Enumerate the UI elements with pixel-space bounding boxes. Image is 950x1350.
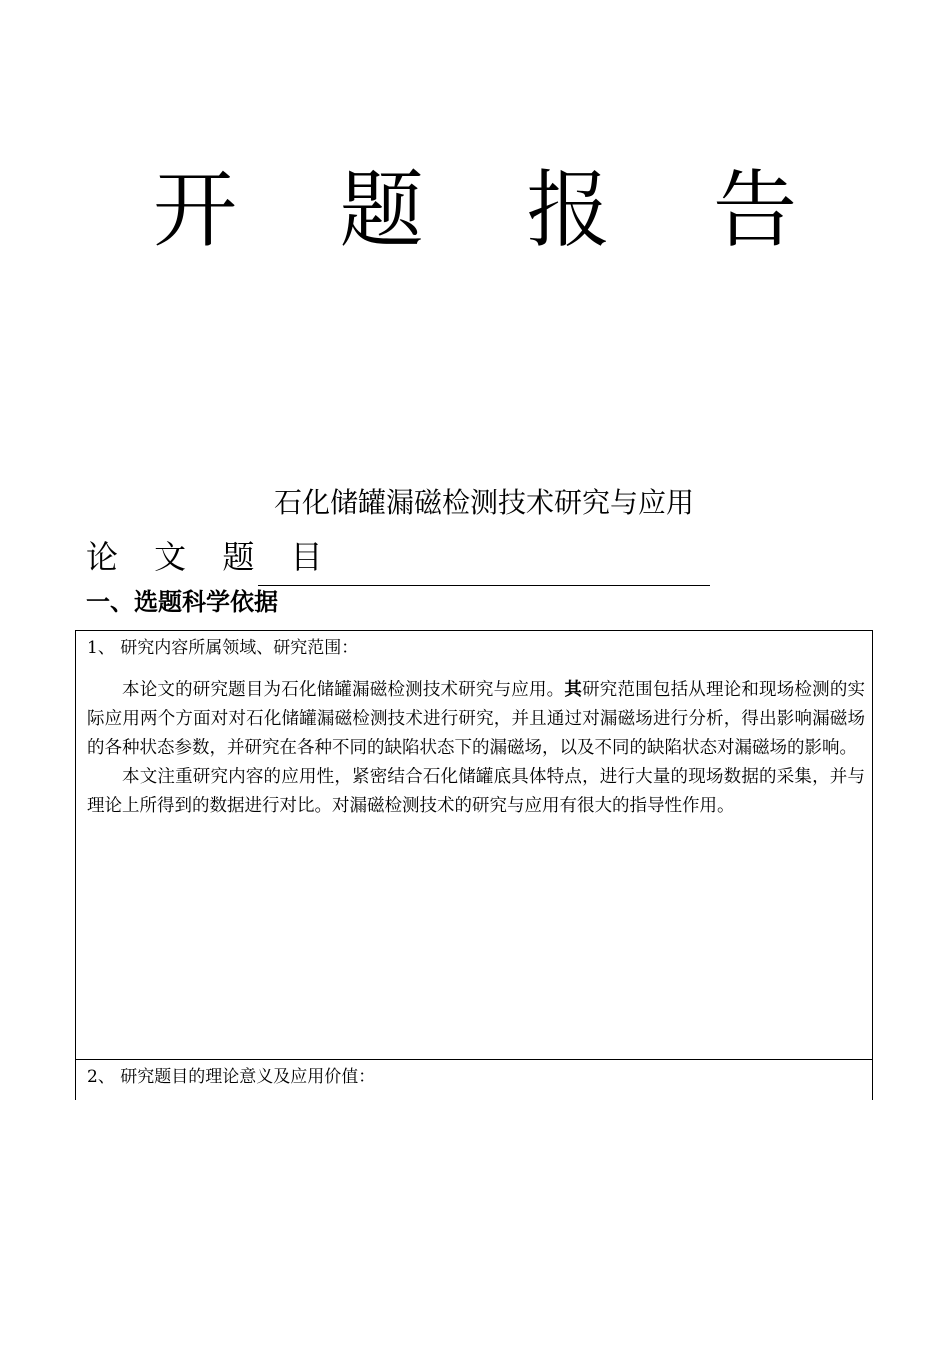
section-heading: 一、选题科学依据 (86, 588, 278, 616)
thesis-title-label: 论 文 题 目 (86, 538, 336, 576)
research-scope-box (75, 630, 873, 1060)
research-scope-paragraph-2: 本文注重研究内容的应用性，紧密结合石化储罐底具体特点，进行大量的现场数据的采集，并与理论上所得到的数据进行对比。对漏磁检测技术的研究与应用有很大的指导性作用。 (87, 767, 865, 816)
thesis-title-value: 石化储罐漏磁检测技术研究与应用 (273, 486, 694, 519)
page-bottom-blank (0, 1100, 950, 1350)
research-scope-paragraph-1: 本论文的研究题目为石化储罐漏磁检测技术研究与应用。其研究范围包括从理论和现场检测的实际应用两个方面对对石化储罐漏磁检测技术进行研究，并且通过对漏磁场进行分析，得出影响漏磁场的各种状态参数，并研究在各种不同的缺陷状态下的漏磁场，以及不同的缺陷状态对漏磁场的影响。 (87, 680, 866, 758)
research-scope-body (87, 676, 865, 821)
research-scope-heading: 1、 研究内容所属领域、研究范围： (87, 638, 359, 658)
research-significance-heading: 2、 研究题目的理论意义及应用价值： (87, 1067, 376, 1087)
report-title: 开 题 报 告 (152, 161, 836, 259)
thesis-title-field (258, 475, 710, 586)
